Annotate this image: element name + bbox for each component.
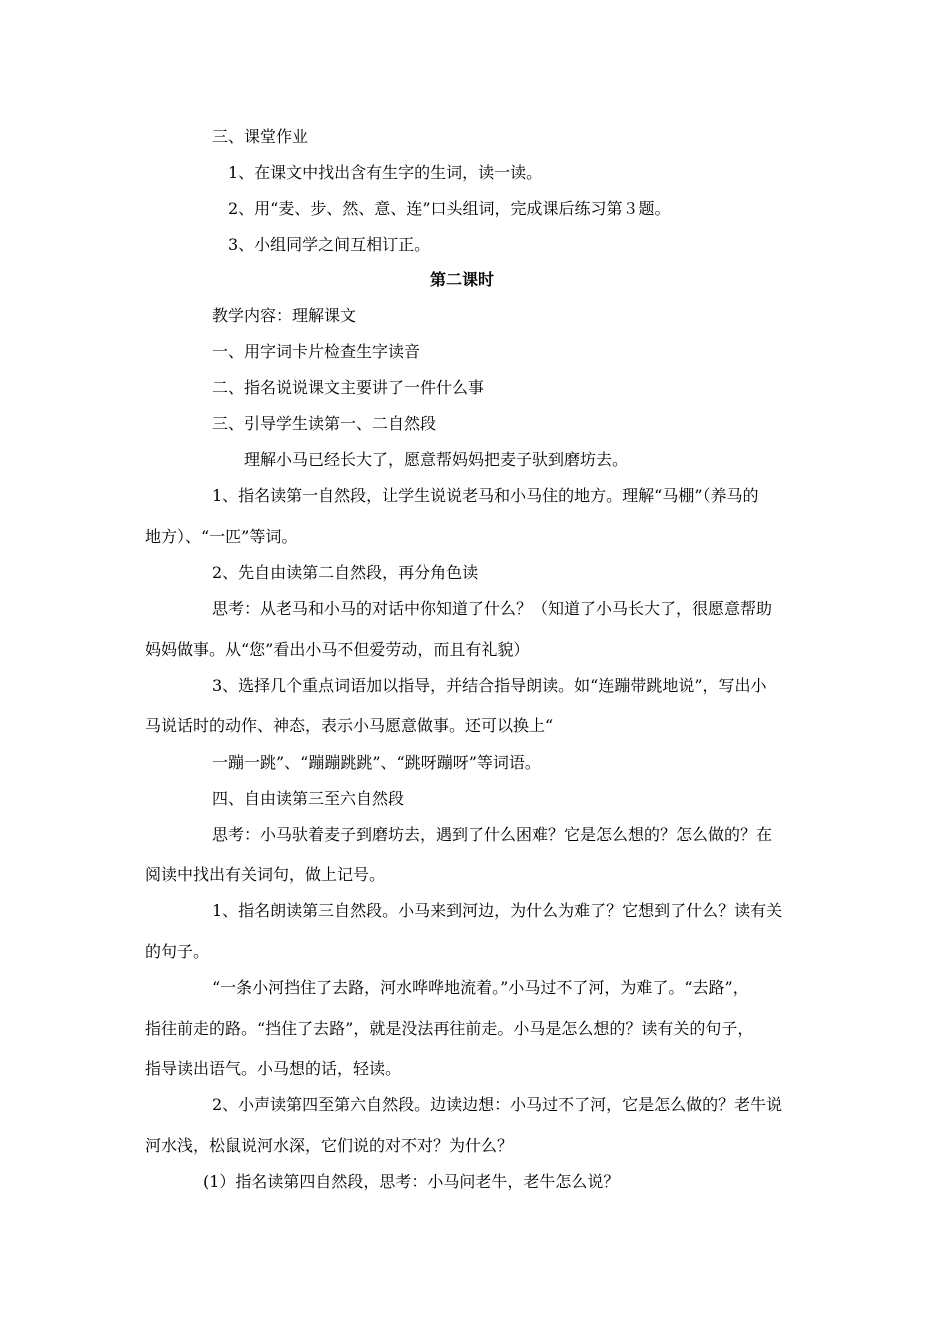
paragraph-line: 一、用字词卡片检查生字读音	[212, 342, 421, 361]
teaching-content: 教学内容：理解课文	[212, 306, 357, 325]
paragraph-line: 马说话时的动作、神态，表示小马愿意做事。还可以换上“	[145, 716, 554, 735]
paragraph-line: 三、引导学生读第一、二自然段	[212, 414, 437, 433]
homework-item-2: 2、用“麦、步、然、意、连”口头组词，完成课后练习第３题。	[228, 199, 671, 218]
paragraph-line: 思考：从老马和小马的对话中你知道了什么？（知道了小马长大了，很愿意帮助	[212, 599, 773, 618]
paragraph-line: 1、指名朗读第三自然段。小马来到河边，为什么为难了？它想到了什么？读有关	[212, 901, 783, 920]
paragraph-line: 指导读出语气。小马想的话，轻读。	[145, 1059, 402, 1078]
paragraph-line: 2、先自由读第二自然段，再分角色读	[212, 563, 479, 582]
paragraph-line: 妈妈做事。从“您”看出小马不但爱劳动，而且有礼貌）	[145, 640, 530, 659]
paragraph-line: “一条小河挡住了去路，河水哗哗地流着。”小马过不了河，为难了。“去路”，	[212, 978, 749, 997]
paragraph-line: 理解小马已经长大了，愿意帮妈妈把麦子驮到磨坊去。	[244, 450, 629, 469]
paragraph-line: 指往前走的路。“挡住了去路”，就是没法再往前走。小马是怎么想的？读有关的句子，	[145, 1019, 754, 1038]
paragraph-line: 四、自由读第三至六自然段	[212, 789, 405, 808]
paragraph-line: 1、指名读第一自然段，让学生说说老马和小马住的地方。理解“马棚”（养马的	[212, 486, 759, 505]
paragraph-line: (1）指名读第四自然段，思考：小马问老牛，老牛怎么说？	[203, 1172, 620, 1191]
paragraph-line: 的句子。	[145, 942, 210, 961]
homework-item-1: 1、在课文中找出含有生字的生词，读一读。	[228, 163, 543, 182]
paragraph-line: 河水浅，松鼠说河水深，它们说的对不对？为什么？	[145, 1136, 514, 1155]
paragraph-line: 地方）、“一匹”等词。	[145, 527, 298, 546]
paragraph-line: 思考：小马驮着麦子到磨坊去，遇到了什么困难？它是怎么想的？怎么做的？在	[212, 825, 773, 844]
lesson-title: 第二课时	[430, 270, 495, 289]
homework-item-3: 3、小组同学之间互相订正。	[228, 235, 431, 254]
paragraph-line: 3、选择几个重点词语加以指导，并结合指导朗读。如“连蹦带跳地说”，写出小	[212, 676, 767, 695]
paragraph-line: 二、指名说说课文主要讲了一件什么事	[212, 378, 485, 397]
paragraph-line: 一蹦一跳”、“蹦蹦跳跳”、“跳呀蹦呀”等词语。	[212, 753, 541, 772]
paragraph-line: 阅读中找出有关词句，做上记号。	[145, 865, 386, 884]
paragraph-line: 2、小声读第四至第六自然段。边读边想：小马过不了河，它是怎么做的？老牛说	[212, 1095, 783, 1114]
section-heading: 三、课堂作业	[212, 127, 309, 146]
